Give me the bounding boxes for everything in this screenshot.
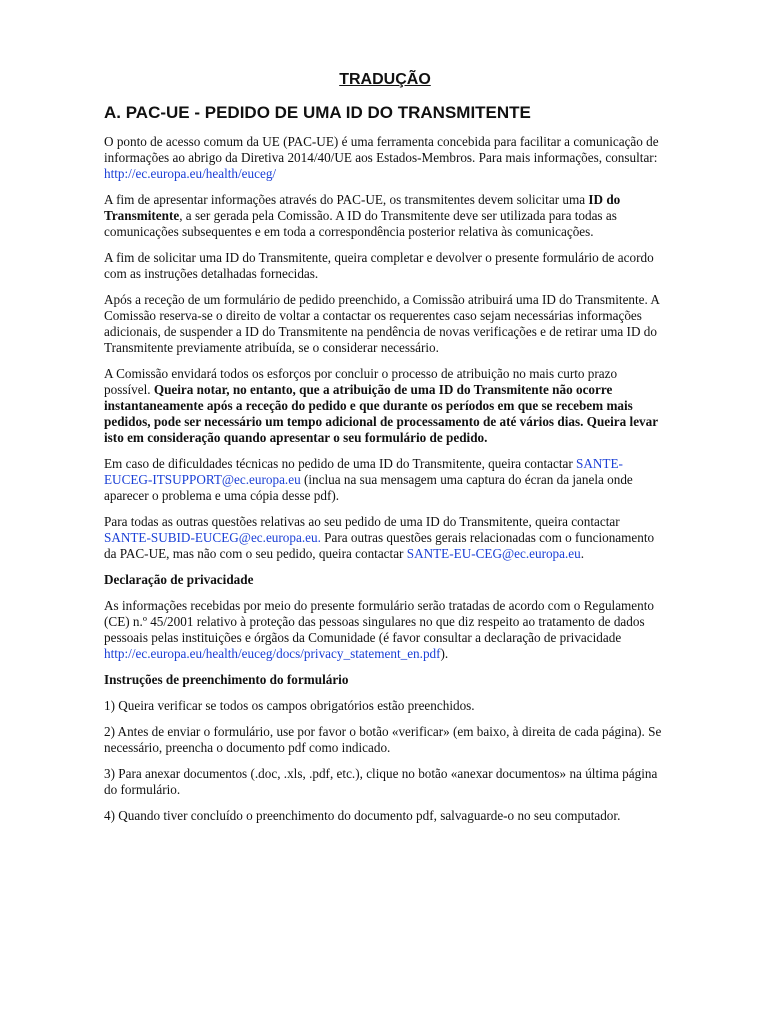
paragraph-reception: Após a receção de um formulário de pedido preenchido, a Comissão atribuirá uma ID do Transmitente. A Comissão reserva-se o direito de voltar a contactar os requerentes caso sejam necessárias informações adicionais, de suspender a ID do Transmitente na pendência de novas verificações e de retirar uma ID do Transmitente previamente atribuída, se o considerar necessário. — [104, 292, 660, 355]
instruction-item-3: 3) Para anexar documentos (.doc, .xls, .pdf, etc.), clique no botão «anexar documentos» na última página do formulário. — [104, 766, 658, 797]
paragraph-text: As informações recebidas por meio do presente formulário serão tratadas de acordo com o Regulamento (CE) n.º 45/2001 relativo à proteção das pessoas singulares no que diz respeito ao tratamento de dados pessoais pelas instituições e órgãos da Comunidade (é favor consultar a declaração de privacidade — [104, 598, 655, 645]
paragraph-intro — [104, 134, 666, 182]
paragraph-text: Para outras questões gerais relacionadas com o funcionamento da PAC-UE, mas não com o seu pedido, queira contactar — [104, 530, 655, 561]
paragraph-processing — [104, 366, 666, 446]
bold-notice: Queira notar, no entanto, que a atribuição de uma ID do Transmitente não ocorre instantaneamente após a receção do pedido e que durante os períodos em que se recebem mais pedidos, pode ser necessário um tempo adicional de processamento de até vários dias. Queira levar isto em consideração quando apresentar o seu formulário de pedido. — [104, 382, 658, 445]
instruction-item-1: 1) Queira verificar se todos os campos obrigatórios estão preenchidos. — [104, 698, 475, 713]
itsupport-email-link[interactable]: SANTE-EUCEG-ITSUPPORT@ec.europa.eu — [104, 456, 623, 487]
instruction-item-2: 2) Antes de enviar o formulário, use por favor o botão «verificar» (em baixo, à direita de cada página). Se necessário, preencha o documento pdf como indicado. — [104, 724, 662, 755]
euceg-link[interactable]: http://ec.europa.eu/health/euceg/ — [104, 166, 277, 181]
privacy-heading: Declaração de privacidade — [104, 572, 254, 587]
paragraph-text: (inclua na sua mensagem uma captura do écran da janela onde aparecer o problema e uma cópia desse pdf). — [104, 472, 633, 503]
instructions-heading: Instruções de preenchimento do formulário — [104, 672, 349, 687]
paragraph-text: Para todas as outras questões relativas ao seu pedido de uma ID do Transmitente, queira contactar — [104, 514, 620, 529]
euceg-email-link[interactable]: SANTE-EU-CEG@ec.europa.eu — [406, 546, 581, 561]
section-heading: A. PAC-UE - PEDIDO DE UMA ID DO TRANSMITENTE — [104, 103, 531, 122]
paragraph-text: Em caso de dificuldades técnicas no pedido de uma ID do Transmitente, queira contactar — [104, 456, 577, 471]
privacy-statement-link[interactable]: http://ec.europa.eu/health/euceg/docs/privacy_statement_en.pdf — [104, 646, 441, 661]
paragraph-text: ). — [440, 646, 449, 661]
paragraph-text: . — [580, 546, 585, 561]
paragraph-privacy — [104, 598, 666, 662]
instruction-item-4: 4) Quando tiver concluído o preenchimento do documento pdf, salvaguarde-o no seu computador. — [104, 808, 621, 823]
paragraph-technical-support — [104, 456, 666, 504]
paragraph-request: A fim de solicitar uma ID do Transmitente, queira completar e devolver o presente formulário de acordo com as instruções detalhadas fornecidas. — [104, 250, 654, 281]
paragraph-text: O ponto de acesso comum da UE (PAC-UE) é uma ferramenta concebida para facilitar a comunicação de informações ao abrigo da Diretiva 2014/40/UE aos Estados-Membros. Para mais informações, consultar: — [104, 134, 659, 165]
paragraph-other-questions — [104, 514, 666, 562]
document-page — [104, 66, 666, 834]
paragraph-submitter-id — [104, 192, 666, 240]
bold-text: ID do Transmitente — [104, 192, 621, 223]
paragraph-text: , a ser gerada pela Comissão. A ID do Transmitente deve ser utilizada para todas as comunicações subsequentes e em toda a correspondência posterior relativa às comunicações. — [104, 208, 617, 239]
paragraph-text: A Comissão envidará todos os esforços por concluir o processo de atribuição no mais curto prazo possível. — [104, 366, 618, 397]
paragraph-text: A fim de apresentar informações através do PAC-UE, os transmitentes devem solicitar uma — [104, 192, 589, 207]
subid-email-link[interactable]: SANTE-SUBID-EUCEG@ec.europa.eu. — [104, 530, 321, 545]
document-title: TRADUÇÃO — [339, 71, 431, 88]
